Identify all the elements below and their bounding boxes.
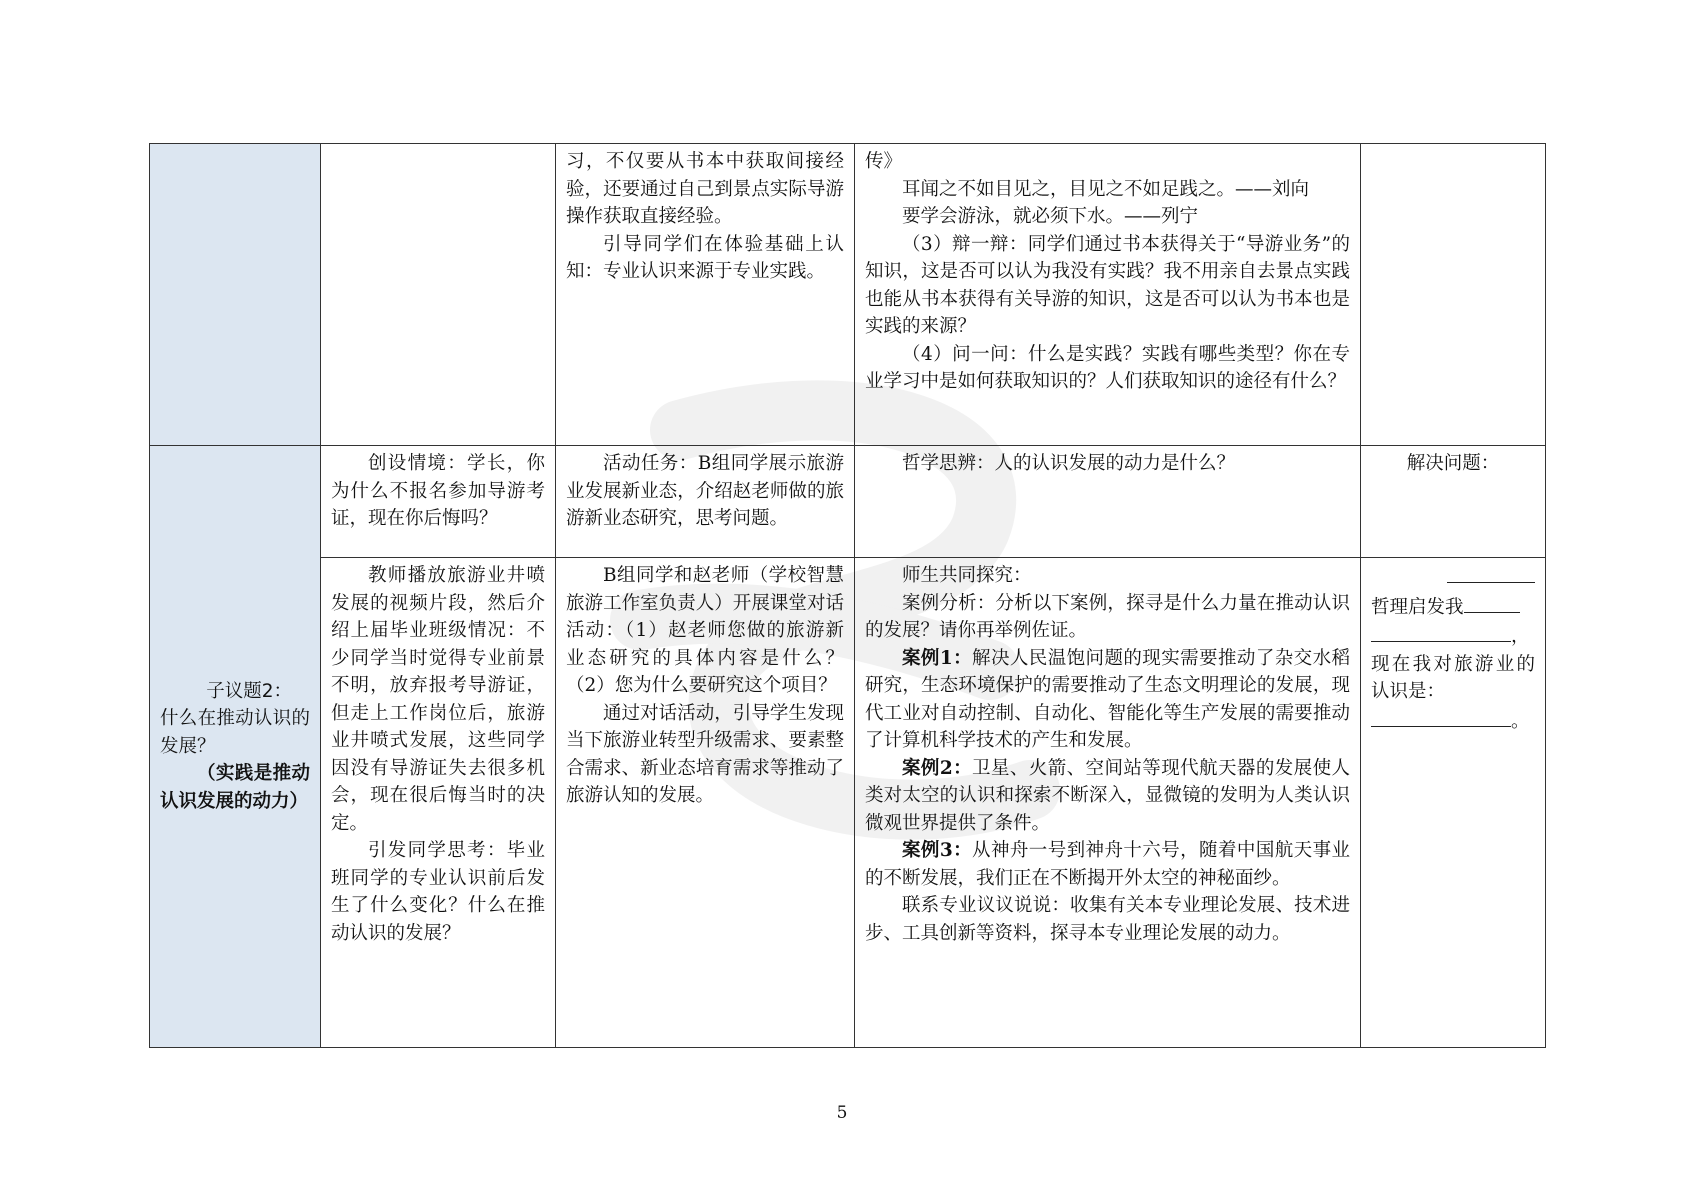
fill-blank[interactable] — [1371, 621, 1511, 642]
case-2-text: 卫星、火箭、空间站等现代航天器的发展使人类对太空的认识和探索不断深入，显微镜的发明为人类认识微观世界提供了条件。 — [865, 757, 1350, 834]
case-analysis: 案例分析：分析以下案例，探寻是什么力量在推动认识的发展？请你再举例佐证。 — [865, 592, 1350, 641]
case-1-label: 案例1： — [902, 647, 973, 669]
tourism-understanding-label: 现在我对旅游业的认识是： — [1371, 653, 1535, 702]
case-3-text: 从神舟一号到神舟十六号，随着中国航天事业的不断发展，我们正在不断揭开外太空的神秘面纱。 — [865, 840, 1350, 889]
task-body-cell — [556, 558, 855, 1048]
activity-text: 引导同学们在体验基础上认知：专业认识来源于专业实践。 — [566, 233, 844, 282]
insight-line-2 — [1371, 621, 1535, 651]
scenario-text: 教师播放旅游业井喷发展的视频片段，然后介绍上届毕业班级情况：不少同学当时觉得专业前景不明，放弃报考导游证，但走上工作岗位后，旅游业井喷式发展，这些同学因没有导游证失去很多机会，现在很后悔当时的决定。 — [331, 565, 545, 834]
activity-text: 习，不仅要从书本中获取间接经验，还要通过自己到景点实际导游操作获取直接经验。 — [566, 151, 844, 227]
sub-topic-question: 什么在推动认识的发展？ — [160, 708, 310, 757]
task-header-cell — [556, 446, 855, 558]
quote-liuxiang: 耳闻之不如目见之，目见之不如足践之。——刘向 — [902, 178, 1310, 200]
ask-question: （4）问一问：什么是实践？实践有哪些类型？你在专业学习中是如何获取知识的？人们获取知识的途径有什么？ — [865, 343, 1350, 392]
reflection-text: 传》 — [865, 151, 903, 172]
task-text: B组同学和赵老师（学校智慧旅游工作室负责人）开展课堂对话活动：（1）赵老师您做的旅游新业态研究的具体内容是什么？（2）您为什么要研究这个项目？ — [566, 565, 844, 696]
table-row-bottom — [150, 558, 1546, 1048]
page-number: 5 — [836, 1103, 848, 1123]
scenario-body-cell — [321, 558, 556, 1048]
solution-body-cell — [1361, 558, 1546, 1048]
scenario-header: 创设情境：学长，你为什么不报名参加导游考证，现在你后悔吗？ — [331, 453, 545, 529]
case-2-label: 案例2： — [902, 757, 973, 779]
solution-header: 解决问题： — [1406, 453, 1500, 474]
major-link-discussion: 联系专业议议说说：收集有关本专业理论发展、技术进步、工具创新等资料，探寻本专业理论发展的动力。 — [865, 895, 1350, 944]
inquiry-intro: 师生共同探究： — [902, 565, 1032, 586]
blank-line-top-row — [1371, 562, 1535, 592]
scenario-cell-empty — [321, 144, 556, 446]
reflection-cell-top — [855, 144, 1361, 446]
insight-line — [1371, 592, 1535, 622]
fill-blank[interactable] — [1464, 592, 1520, 613]
understanding-line — [1371, 706, 1535, 736]
table-row-top — [150, 144, 1546, 446]
sub-topic-answer: （实践是推动认识发展的动力） — [160, 763, 310, 812]
task-text: 通过对话活动，引导学生发现当下旅游业转型升级需求、要素整合需求、新业态培育需求等推动了旅游认知的发展。 — [566, 702, 844, 806]
debate-question: （3）辩一辩：同学们通过书本获得关于“导游业务”的知识，这是否可以认为我没有实践？我不用亲自去景点实践也能从书本获得有关导游的知识，这是否可以认为书本也是实践的来源？ — [865, 233, 1350, 337]
period: 。 — [1511, 710, 1530, 732]
sub-topic-cell — [150, 446, 321, 1048]
lesson-plan-table — [149, 143, 1546, 1048]
fill-blank[interactable] — [1371, 706, 1511, 727]
case-1 — [865, 645, 1350, 755]
case-2 — [865, 755, 1350, 838]
philosophy-header: 哲学思辨：人的认识发展的动力是什么？ — [902, 453, 1236, 474]
philosophy-header-cell — [855, 446, 1361, 558]
solution-header-cell — [1361, 446, 1546, 558]
insight-label: 哲理启发我 — [1371, 596, 1464, 618]
side-cell-continued — [150, 144, 321, 446]
case-3-label: 案例3： — [902, 840, 973, 861]
quote-lenin: 要学会游泳，就必须下水。——列宁 — [902, 206, 1199, 227]
sub-topic-label: 子议题2： — [206, 680, 293, 702]
activity-cell-top — [556, 144, 855, 446]
task-header: 活动任务：B组同学展示旅游业发展新业态，介绍赵老师做的旅游新业态研究，思考问题。 — [566, 453, 844, 529]
scenario-text: 引发同学思考：毕业班同学的专业认识前后发生了什么变化？什么在推动认识的发展？ — [331, 840, 545, 944]
fill-blank[interactable] — [1447, 562, 1535, 583]
table-row-mid — [150, 446, 1546, 558]
solution-cell-empty — [1361, 144, 1546, 446]
scenario-header-cell — [321, 446, 556, 558]
comma: ， — [1511, 626, 1530, 647]
case-1-text: 解决人民温饱问题的现实需要推动了杂交水稻研究，生态环境保护的需要推动了生态文明理论的发展，现代工业对自动控制、自动化、智能化等生产发展的需要推动了计算机科学技术的产生和发展。 — [865, 647, 1350, 751]
case-3 — [865, 837, 1350, 892]
inquiry-body-cell — [855, 558, 1361, 1048]
